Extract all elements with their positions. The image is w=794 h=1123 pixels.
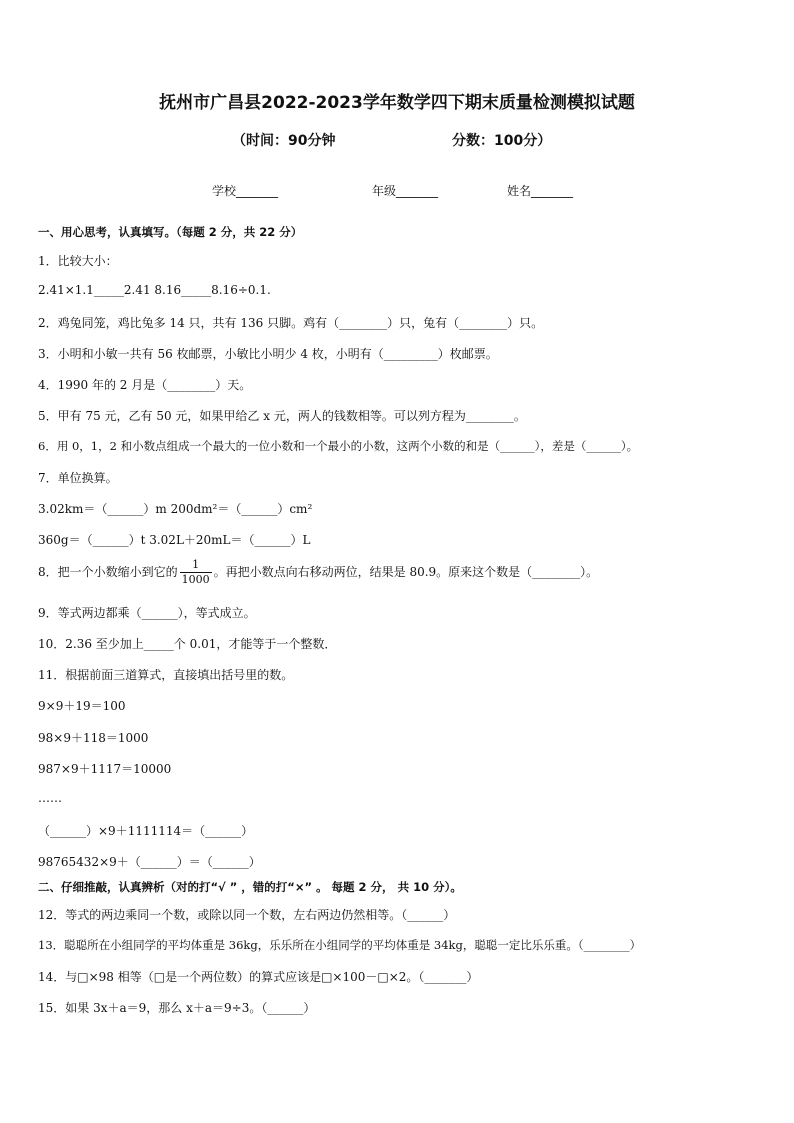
question-14: 14．与□×98 相等（□是一个两位数）的算式应该是□×100－□×2。（_______） bbox=[38, 970, 479, 984]
school-field: 学校_______ bbox=[212, 184, 279, 198]
question-11-eq-4: （______）×9＋1111114＝（______） bbox=[38, 824, 254, 838]
question-8-prefix: 8．把一个小数缩小到它的 bbox=[38, 565, 178, 579]
fraction-denominator: 1000 bbox=[181, 573, 210, 586]
name-field: 姓名_______ bbox=[507, 184, 574, 198]
question-11: 11．根据前面三道算式，直接填出括号里的数。 bbox=[38, 668, 294, 682]
exam-time: （时间：90分钟 bbox=[232, 133, 336, 149]
question-1: 1．比较大小： bbox=[38, 254, 118, 268]
question-8-suffix: 。再把小数点向右移动两位，结果是 80.9。原来这个数是（________）。 bbox=[213, 565, 599, 579]
question-13: 13．聪聪所在小组同学的平均体重是 36kg，乐乐所在小组同学的平均体重是 34kg，聪聪一定比乐乐重。（________） bbox=[38, 938, 642, 952]
question-11-eq-3: 987×9＋1117＝10000 bbox=[38, 762, 172, 776]
question-9: 9．等式两边都乘（______），等式成立。 bbox=[38, 606, 256, 620]
section1-heading: 一、用心思考，认真填写。（每题 2 分，共 22 分） bbox=[38, 225, 303, 239]
question-10: 10．2.36 至少加上_____个 0.01，才能等于一个整数． bbox=[38, 637, 337, 651]
exam-score: 分数：100分） bbox=[452, 133, 552, 149]
question-11-ellipsis: …… bbox=[38, 791, 62, 805]
question-8 bbox=[38, 558, 598, 587]
question-15: 15．如果 3x＋a＝9，那么 x＋a＝9÷3。（______） bbox=[38, 1001, 316, 1015]
question-4: 4．1990 年的 2 月是（________）天。 bbox=[38, 378, 252, 392]
question-11-eq-1: 9×9＋19＝100 bbox=[38, 699, 126, 713]
question-1-items: 2.41×1.1_____2.41 8.16_____8.16÷0.1. bbox=[38, 283, 271, 297]
question-2: 2．鸡兔同笼，鸡比兔多 14 只，共有 136 只脚。鸡有（________）只，兔有（________）只。 bbox=[38, 316, 544, 330]
fraction bbox=[180, 558, 212, 587]
question-5: 5．甲有 75 元，乙有 50 元，如果甲给乙 x 元，两人的钱数相等。可以列方程为________。 bbox=[38, 409, 526, 423]
grade-field: 年级_______ bbox=[372, 184, 439, 198]
question-12: 12．等式的两边乘同一个数，或除以同一个数，左右两边仍然相等。（______） bbox=[38, 908, 456, 922]
fraction-numerator: 1 bbox=[180, 558, 212, 573]
section2-heading: 二、仔细推敲，认真辨析（对的打“√ ” ，错的打“×” 。 每题 2 分， 共 10 分）。 bbox=[38, 880, 462, 894]
question-7: 7．单位换算。 bbox=[38, 471, 118, 485]
question-3: 3．小明和小敏一共有 56 枚邮票，小敏比小明少 4 枚，小明有（_________）枚邮票。 bbox=[38, 347, 498, 361]
question-11-eq-2: 98×9＋118＝1000 bbox=[38, 731, 149, 745]
page-title: 抚州市广昌县2022-2023学年数学四下期末质量检测模拟试题 bbox=[159, 93, 635, 113]
question-6: 6．用 0，1，2 和小数点组成一个最大的一位小数和一个最小的小数，这两个小数的和是（______），差是（______）。 bbox=[38, 439, 639, 453]
question-7-row-2: 360g＝（______）t 3.02L＋20mL＝（______）L bbox=[38, 533, 311, 547]
question-11-eq-5: 98765432×9＋（______）＝（______） bbox=[38, 855, 261, 869]
question-7-row-1: 3.02km＝（______）m 200dm²＝（______）cm² bbox=[38, 502, 313, 516]
